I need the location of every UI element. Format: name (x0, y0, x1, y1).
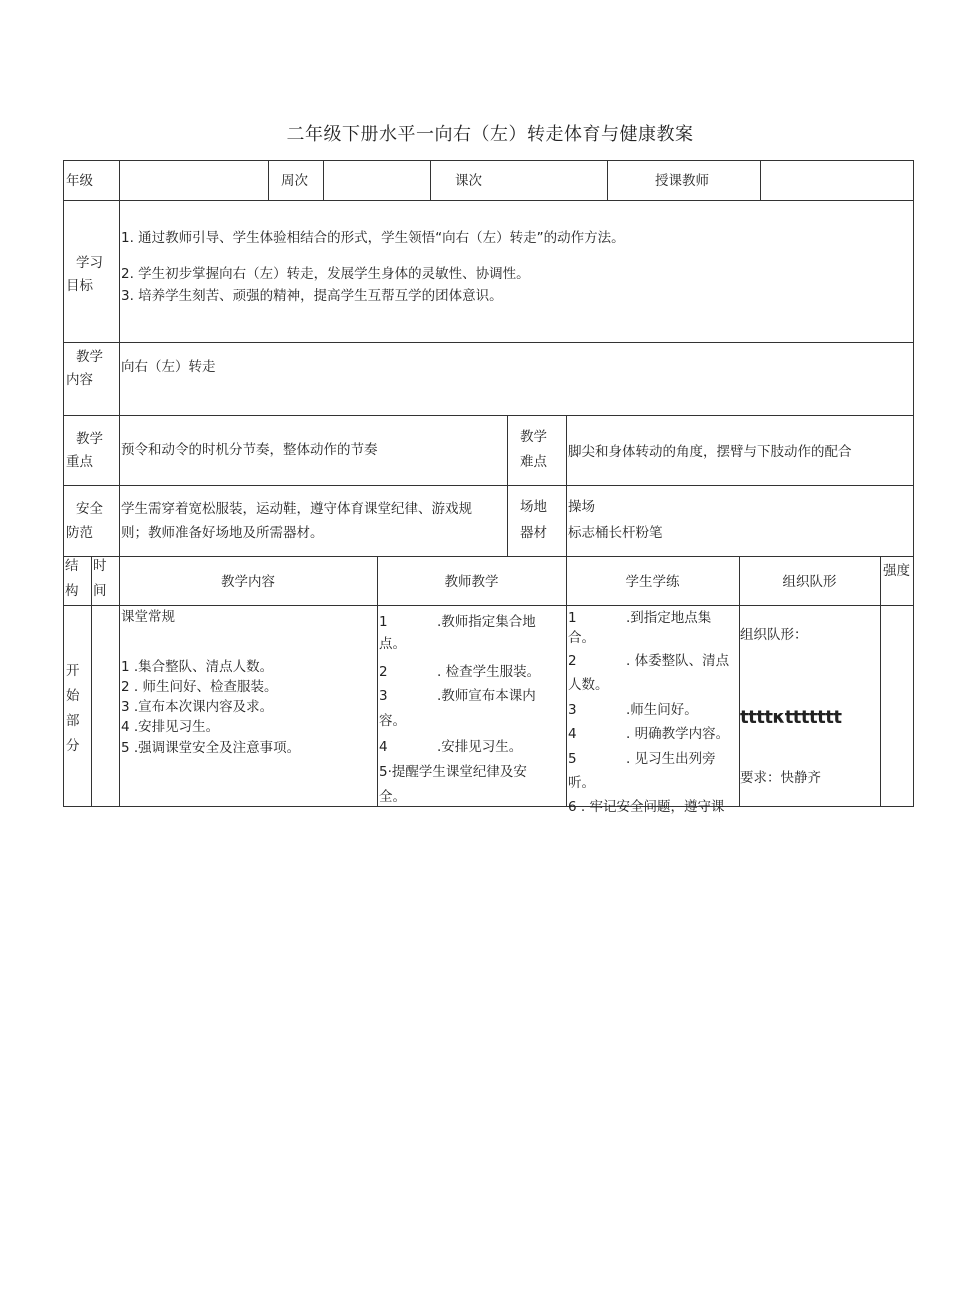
formation-header: 组织队形 (782, 574, 837, 590)
teacher-item (379, 663, 540, 681)
item-text: . 明确教学内容。 (626, 726, 730, 742)
section-label-char: 分 (66, 738, 80, 754)
item-number: 2 (568, 653, 577, 669)
item-text: .到指定地点集 (626, 610, 712, 626)
week-label: 周次 (281, 173, 308, 189)
student-item (568, 750, 716, 768)
lesson-label: 课次 (455, 173, 482, 189)
col-divider (507, 415, 508, 556)
student-item-cont: 人数。 (568, 677, 609, 693)
row-divider (63, 342, 914, 343)
venue-label: 场地 (520, 499, 547, 515)
formation-diagram: ttttκttttttt (740, 707, 842, 728)
document-title: 二年级下册水平一向右（左）转走体育与健康教案 (286, 124, 694, 145)
structure-header: 结 (65, 558, 79, 574)
key-points-label: 教学 (76, 431, 103, 447)
row-divider (63, 200, 914, 201)
content-item: 1 .集合整队、清点人数。 (121, 659, 274, 675)
row-divider (63, 556, 914, 557)
content-title: 课堂常规 (121, 609, 175, 625)
item-text: .教师宣布本课内 (437, 688, 536, 704)
key-points-value: 预令和动令的时机分节奏，整体动作的节奏 (121, 442, 378, 458)
item-number: 3 (568, 702, 577, 718)
teacher-item (379, 738, 522, 756)
item-number: 4 (568, 726, 577, 742)
col-divider (268, 160, 269, 200)
item-number: 5 (568, 751, 577, 767)
venue-label: 器材 (520, 525, 547, 541)
col-divider (119, 200, 120, 556)
content-item: 5 .强调课堂安全及注意事项。 (121, 740, 301, 756)
objective-item: 3. 培养学生刻苦、顽强的精神，提高学生互帮互学的团体意识。 (121, 288, 503, 304)
student-item-cont: 合。 (568, 630, 595, 646)
student-item: 6 . 牢记安全问题，遵守课 (568, 799, 725, 815)
safety-label: 防范 (66, 525, 93, 541)
student-header: 学生学练 (625, 574, 680, 590)
col-divider (566, 415, 567, 556)
grade-label: 年级 (66, 173, 93, 189)
objective-item: 1. 通过教师引导、学生体验相结合的形式，学生领悟“向右（左）转走”的动作方法。 (121, 230, 625, 246)
formation-label: 组织队形： (740, 627, 808, 643)
item-text: . 体委整队、清点 (626, 653, 730, 669)
teacher-item-cont: 点。 (379, 636, 406, 652)
content-label: 教学 (76, 349, 103, 365)
time-header: 间 (93, 583, 107, 599)
content-label: 内容 (66, 372, 93, 388)
row-divider (63, 485, 914, 486)
student-item (568, 725, 729, 743)
student-item-cont: 听。 (568, 775, 595, 791)
time-header: 时 (93, 558, 107, 574)
teacher-item (379, 687, 536, 705)
col-divider (430, 160, 431, 200)
content-header: 教学内容 (221, 574, 275, 590)
difficulty-label: 难点 (520, 454, 547, 470)
teacher-item: 5·提醒学生课堂纪律及安 (379, 764, 527, 780)
safety-label: 安全 (76, 501, 103, 517)
teacher-item-cont: 容。 (379, 713, 406, 729)
row-divider (63, 415, 914, 416)
col-divider (323, 160, 324, 200)
item-text: .安排见习生。 (437, 739, 523, 755)
student-item (568, 701, 698, 719)
objectives-label: 学习 (76, 255, 103, 271)
item-text: . 见习生出列旁 (626, 751, 716, 767)
item-text: . 检查学生服装。 (437, 664, 541, 680)
objectives-label: 目标 (66, 278, 93, 294)
content-item: 4 .安排见习生。 (121, 719, 220, 735)
item-text: .教师指定集合地 (437, 614, 536, 630)
section-label-char: 开 (66, 663, 80, 679)
item-number: 2 (379, 664, 388, 680)
section-label-char: 部 (66, 713, 80, 729)
objective-item: 2. 学生初步掌握向右（左）转走，发展学生身体的灵敏性、协调性。 (121, 266, 530, 282)
student-item (568, 609, 711, 627)
col-divider (119, 160, 120, 200)
teacher-item-cont: 全。 (379, 789, 406, 805)
item-number: 1 (568, 610, 577, 626)
formation-requirement: 要求：快静齐 (740, 770, 821, 786)
student-item (568, 652, 729, 670)
difficulty-label: 教学 (520, 429, 547, 445)
col-divider (760, 160, 761, 200)
teacher-item (379, 613, 536, 631)
content-item: 3 .宣布本次课内容及求。 (121, 699, 274, 715)
col-divider (607, 160, 608, 200)
section-label-char: 始 (66, 688, 80, 704)
item-text: .师生问好。 (626, 702, 698, 718)
safety-line: 学生需穿着宽松服装，运动鞋，遵守体育课堂纪律、游戏规 (121, 501, 472, 517)
item-number: 1 (379, 614, 388, 630)
start-section-row (63, 605, 914, 815)
content-item: 2 . 师生问好、检查服装。 (121, 679, 278, 695)
item-number: 3 (379, 688, 388, 704)
intensity-header: 强度 (883, 563, 910, 579)
teacher-header: 教师教学 (444, 574, 499, 590)
content-value: 向右（左）转走 (121, 359, 216, 375)
key-points-label: 重点 (66, 454, 93, 470)
structure-header: 构 (65, 583, 79, 599)
venue-line: 操场 (568, 499, 595, 515)
difficulty-value: 脚尖和身体转动的角度，摆臂与下肢动作的配合 (568, 444, 852, 460)
safety-line: 则；教师准备好场地及所需器材。 (121, 525, 324, 541)
teacher-label: 授课教师 (655, 173, 709, 189)
item-number: 4 (379, 739, 388, 755)
equipment-line: 标志桶长杆粉笔 (568, 525, 663, 541)
